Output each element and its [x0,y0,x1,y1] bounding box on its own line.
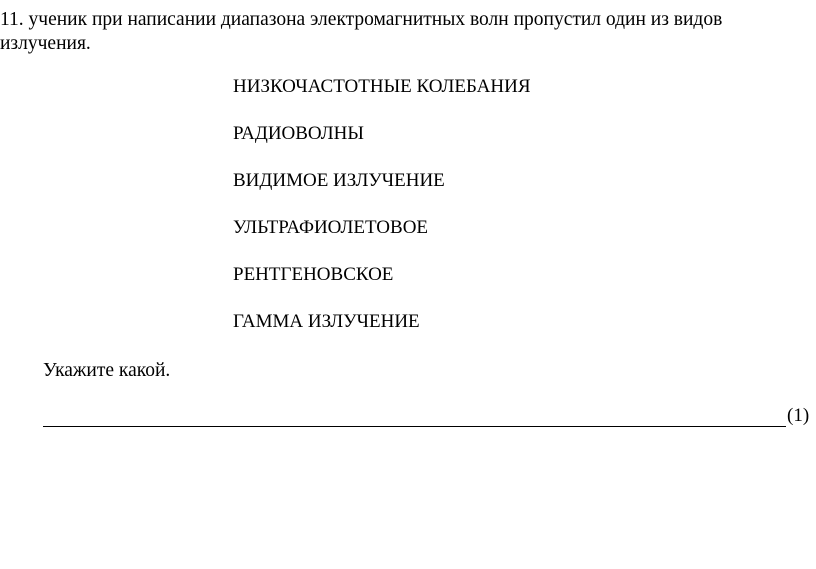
list-item: НИЗКОЧАСТОТНЫЕ КОЛЕБАНИЯ [233,76,531,97]
radiation-list [233,76,531,358]
list-item: ВИДИМОЕ ИЗЛУЧЕНИЕ [233,170,445,191]
answer-row [43,405,816,429]
list-item: ГАММА ИЗЛУЧЕНИЕ [233,311,420,332]
list-item: РЕНТГЕНОВСКОЕ [233,264,394,285]
answer-blank-line[interactable] [43,405,786,427]
answer-prompt: Укажите какой. [43,360,171,381]
points-label: (1) [787,405,810,426]
list-item: РАДИОВОЛНЫ [233,123,364,144]
question-text: 11. ученик при написании диапазона электромагнитных волн пропустил один из видов излучения. [0,9,723,54]
list-item: УЛЬТРАФИОЛЕТОВОЕ [233,217,429,238]
